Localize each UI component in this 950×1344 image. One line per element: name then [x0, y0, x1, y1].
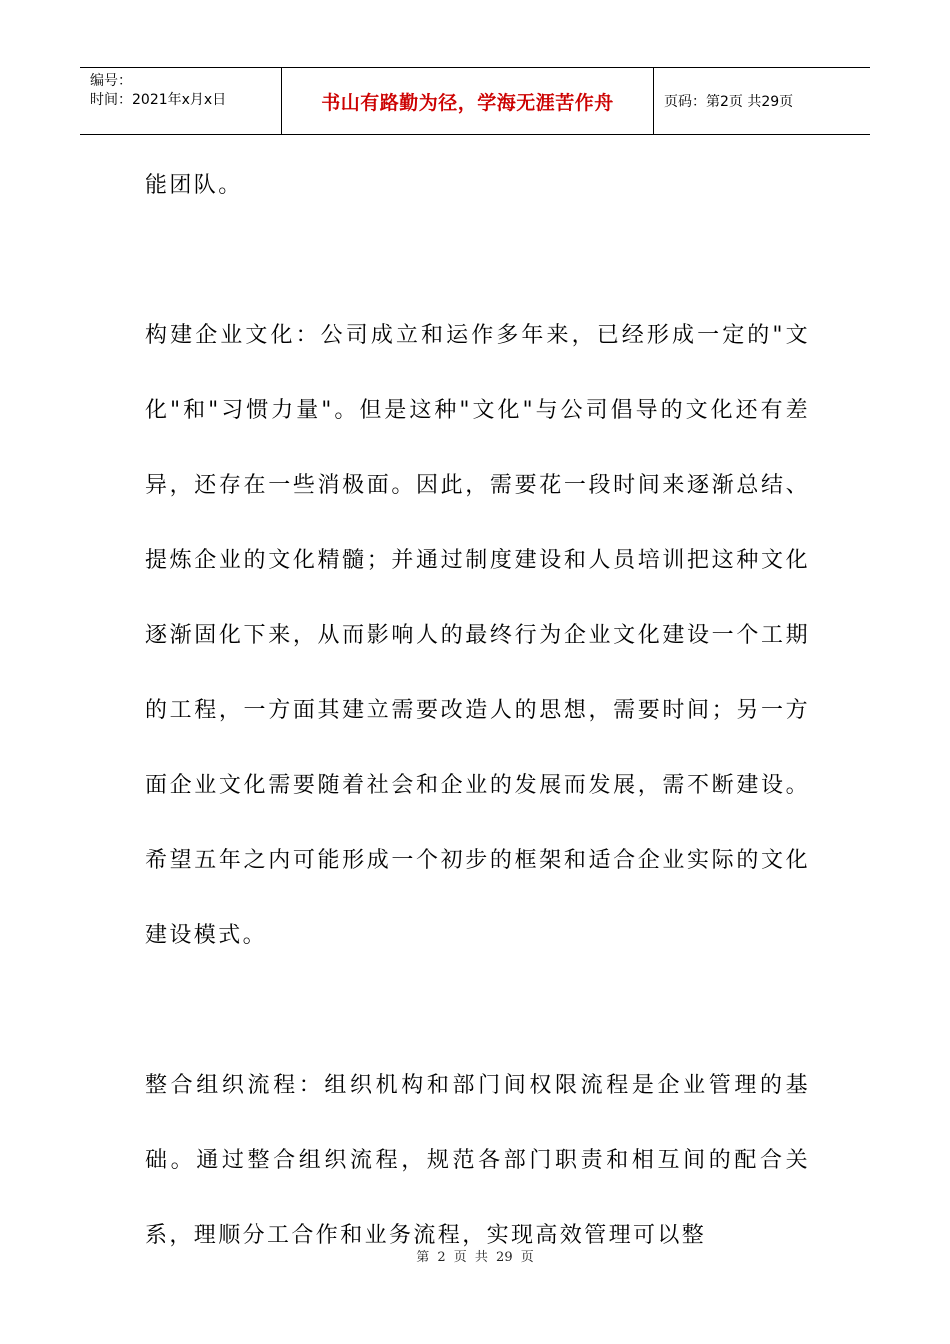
paragraph-gap: [145, 973, 810, 1048]
date-label: 时间：2021年x月x日: [90, 92, 227, 108]
number-label: 编号：: [90, 73, 132, 89]
paragraph-gap: [145, 223, 810, 298]
header-meta: [80, 68, 281, 134]
header-motto: 书山有路勤为径，学海无涯苦作舟: [281, 68, 654, 134]
paragraph: 构建企业文化：公司成立和运作多年来，已经形成一定的"文化"和"习惯力量"。但是这种"文化"与公司倡导的文化还有差异，还存在一些消极面。因此，需要花一段时间来逐渐总结、提炼企业的文化精髓；并通过制度建设和人员培训把这种文化逐渐固化下来，从而影响人的最终行为企业文化建设一个工期的工程，一方面其建立需要改造人的思想，需要时间；另一方面企业文化需要随着社会和企业的发展而发展，需不断建设。希望五年之内可能形成一个初步的框架和适合企业实际的文化建设模式。: [145, 323, 810, 948]
document-body: [145, 148, 810, 1273]
page-footer: 第 2 页 共 29 页: [416, 1250, 534, 1265]
paragraph: 整合组织流程：组织机构和部门间权限流程是企业管理的基础。通过整合组织流程，规范各部门职责和相互间的配合关系，理顺分工合作和业务流程，实现高效管理可以整: [145, 1073, 810, 1248]
header-page-info: 页码：第2页 共29页: [664, 94, 794, 110]
paragraph: 能团队。: [145, 173, 243, 198]
document-header: [80, 67, 870, 135]
